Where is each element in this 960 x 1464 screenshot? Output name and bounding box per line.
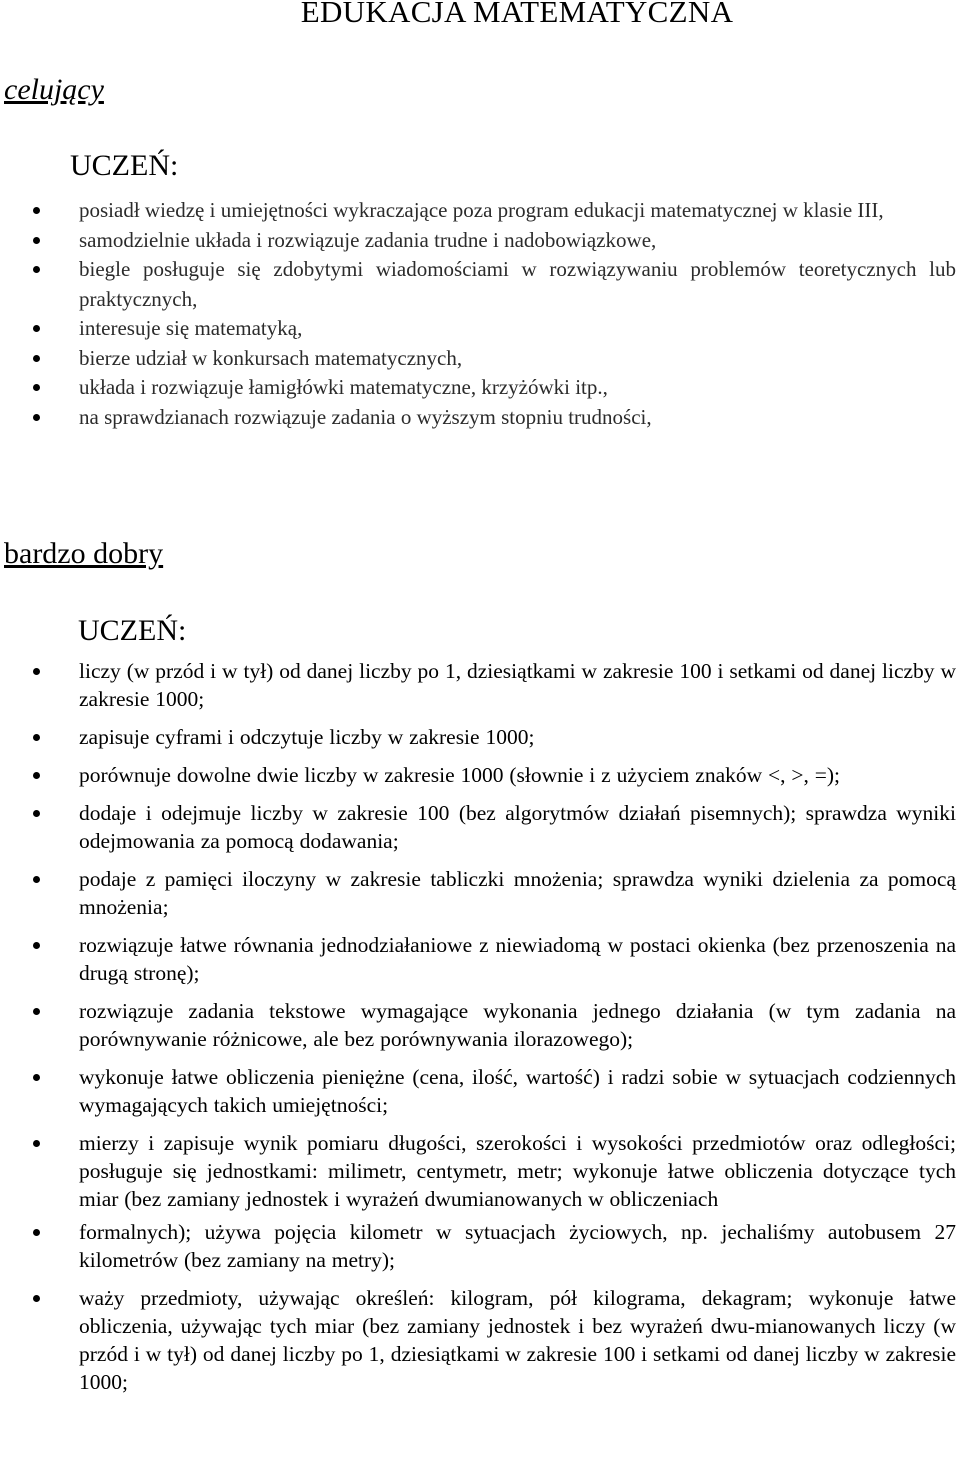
bullet-icon: [33, 355, 40, 362]
bullet-icon: [33, 414, 40, 421]
grade-heading-celujacy: celujący: [4, 73, 104, 106]
bullet-icon: [33, 810, 40, 817]
criteria-list-bardzo-dobry: [0, 657, 960, 1406]
bullet-icon: [33, 1074, 40, 1081]
list-item: samodzielnie układa i rozwiązuje zadania trudne i nadobowiązkowe,: [0, 226, 960, 256]
list-item: bierze udział w konkursach matematycznych,: [0, 344, 960, 374]
list-item: na sprawdzianach rozwiązuje zadania o wyższym stopniu trudności,: [0, 403, 960, 433]
bullet-icon: [33, 207, 40, 214]
list-item: interesuje się matematyką,: [0, 314, 960, 344]
list-item: rozwiązuje zadania tekstowe wymagające wykonania jednego działania (w tym zadania na porównywanie różnicowe, ale bez porównywania ilorazowego);: [0, 997, 960, 1053]
list-item: dodaje i odejmuje liczby w zakresie 100 (bez algorytmów działań pisemnych); sprawdza wyniki odejmowania za pomocą dodawania;: [0, 799, 960, 855]
bullet-icon: [33, 1008, 40, 1015]
grade-heading-bardzo-dobry: bardzo dobry: [4, 537, 164, 570]
bullet-icon: [33, 876, 40, 883]
document-title: EDUKACJA MATEMATYCZNA: [300, 0, 734, 29]
list-item: zapisuje cyframi i odczytuje liczby w zakresie 1000;: [0, 723, 960, 751]
list-item: posiadł wiedzę i umiejętności wykraczające poza program edukacji matematycznej w klasie III,: [0, 196, 960, 226]
list-item: porównuje dowolne dwie liczby w zakresie 1000 (słownie i z użyciem znaków <, >, =);: [0, 761, 960, 789]
bullet-icon: [33, 772, 40, 779]
bullet-icon: [33, 668, 40, 675]
student-heading-1: UCZEŃ:: [70, 149, 179, 182]
list-item: wykonuje łatwe obliczenia pieniężne (cena, ilość, wartość) i radzi sobie w sytuacjach codziennych wymagających takich umiejętności;: [0, 1063, 960, 1119]
list-item: rozwiązuje łatwe równania jednodziałaniowe z niewiadomą w postaci okienka (bez przenoszenia na drugą stronę);: [0, 931, 960, 987]
list-item: podaje z pamięci iloczyny w zakresie tabliczki mnożenia; sprawdza wyniki dzielenia za pomocą mnożenia;: [0, 865, 960, 921]
list-item: biegle posługuje się zdobytymi wiadomościami w rozwiązywaniu problemów teoretycznych lub praktycznych,: [0, 255, 960, 314]
list-item: układa i rozwiązuje łamigłówki matematyczne, krzyżówki itp.,: [0, 373, 960, 403]
list-item: mierzy i zapisuje wynik pomiaru długości, szerokości i wysokości przedmiotów oraz odległości; posługuje się jednostkami: milimetr, centymetr, metr; wykonuje łatwe obliczenia dotyczące tych miar (bez zamiany jednostek i wyrażeń dwumianowanych w obliczeniach: [0, 1129, 960, 1213]
criteria-list-celujacy: [0, 196, 960, 432]
bullet-icon: [33, 237, 40, 244]
bullet-icon: [33, 1229, 40, 1236]
list-item: liczy (w przód i w tył) od danej liczby po 1, dziesiątkami w zakresie 100 i setkami od danej liczby w zakresie 1000;: [0, 657, 960, 713]
bullet-icon: [33, 734, 40, 741]
list-item: waży przedmioty, używając określeń: kilogram, pół kilograma, dekagram; wykonuje łatwe obliczenia, używając tych miar (bez zamiany jednostek i bez wyrażeń dwu-mianowanych liczy (w przód i w tył) od danej liczby po 1, dziesiątkami w zakresie 100 i setkami od danej liczby w zakresie 1000;: [0, 1284, 960, 1396]
bullet-icon: [33, 325, 40, 332]
bullet-icon: [33, 1295, 40, 1302]
list-item: formalnych); używa pojęcia kilometr w sytuacjach życiowych, np. jechaliśmy autobusem 27 kilometrów (bez zamiany na metry);: [0, 1218, 960, 1274]
bullet-icon: [33, 1140, 40, 1147]
student-heading-2: UCZEŃ:: [78, 614, 187, 647]
bullet-icon: [33, 942, 40, 949]
bullet-icon: [33, 384, 40, 391]
bullet-icon: [33, 266, 40, 273]
